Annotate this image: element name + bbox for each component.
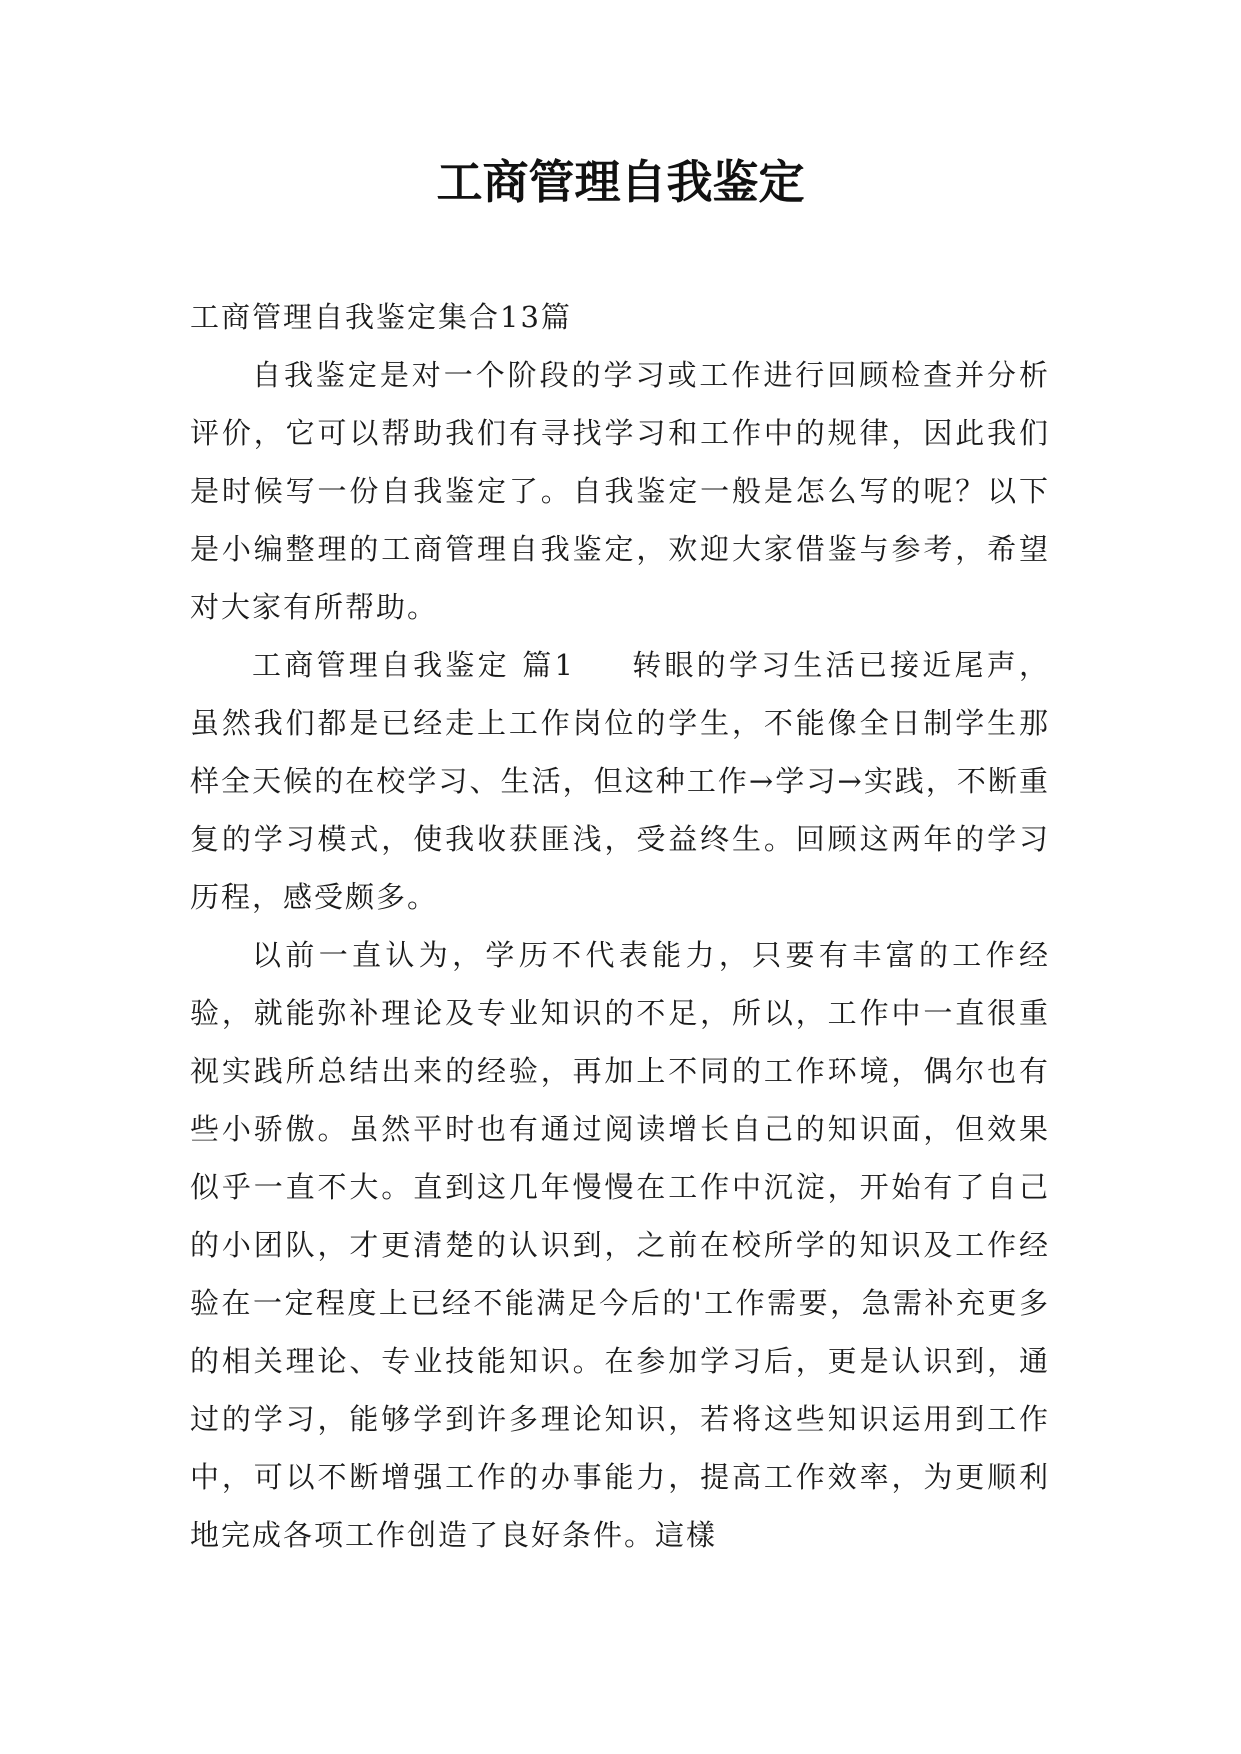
body-paragraph-2: 以前一直认为，学历不代表能力，只要有丰富的工作经验，就能弥补理论及专业知识的不足，所以，工作中一直很重视实践所总结出来的经验，再加上不同的工作环境，偶尔也有些小骄傲。虽然平时也有通过阅读增长自己的知识面，但效果似乎一直不大。直到这几年慢慢在工作中沉淀，开始有了自己的小团队，才更清楚的认识到，之前在校所学的知识及工作经验在一定程度上已经不能满足今后的'工作需要，急需补充更多的相关理论、专业技能知识。在参加学习后，更是认识到，通过的学习，能够学到许多理论知识，若将这些知识运用到工作中，可以不断增强工作的办事能力，提高工作效率，为更顺利地完成各项工作创造了良好条件。這樣 — [190, 938, 1050, 1552]
document-body — [190, 288, 1050, 1564]
section1-heading: 工商管理自我鉴定 篇1 — [252, 648, 575, 682]
intro-paragraph: 自我鉴定是对一个阶段的学习或工作进行回顾检查并分析评价，它可以帮助我们有寻找学习和工作中的规律，因此我们是时候写一份自我鉴定了。自我鉴定一般是怎么写的呢？以下是小编整理的工商管理自我鉴定，欢迎大家借鉴与参考，希望对大家有所帮助。 — [190, 358, 1050, 624]
document-subtitle: 工商管理自我鉴定集合13篇 — [190, 300, 572, 334]
section1-paragraph — [190, 636, 1050, 926]
document-title: 工商管理自我鉴定 — [436, 155, 805, 209]
section1-text: 转眼的学习生活已接近尾声，虽然我们都是已经走上工作岗位的学生，不能像全日制学生那样全天候的在校学习、生活，但这种工作→学习→实践，不断重复的学习模式，使我收获匪浅，受益终生。回顾这两年的学习历程，感受颇多。 — [190, 648, 1050, 914]
